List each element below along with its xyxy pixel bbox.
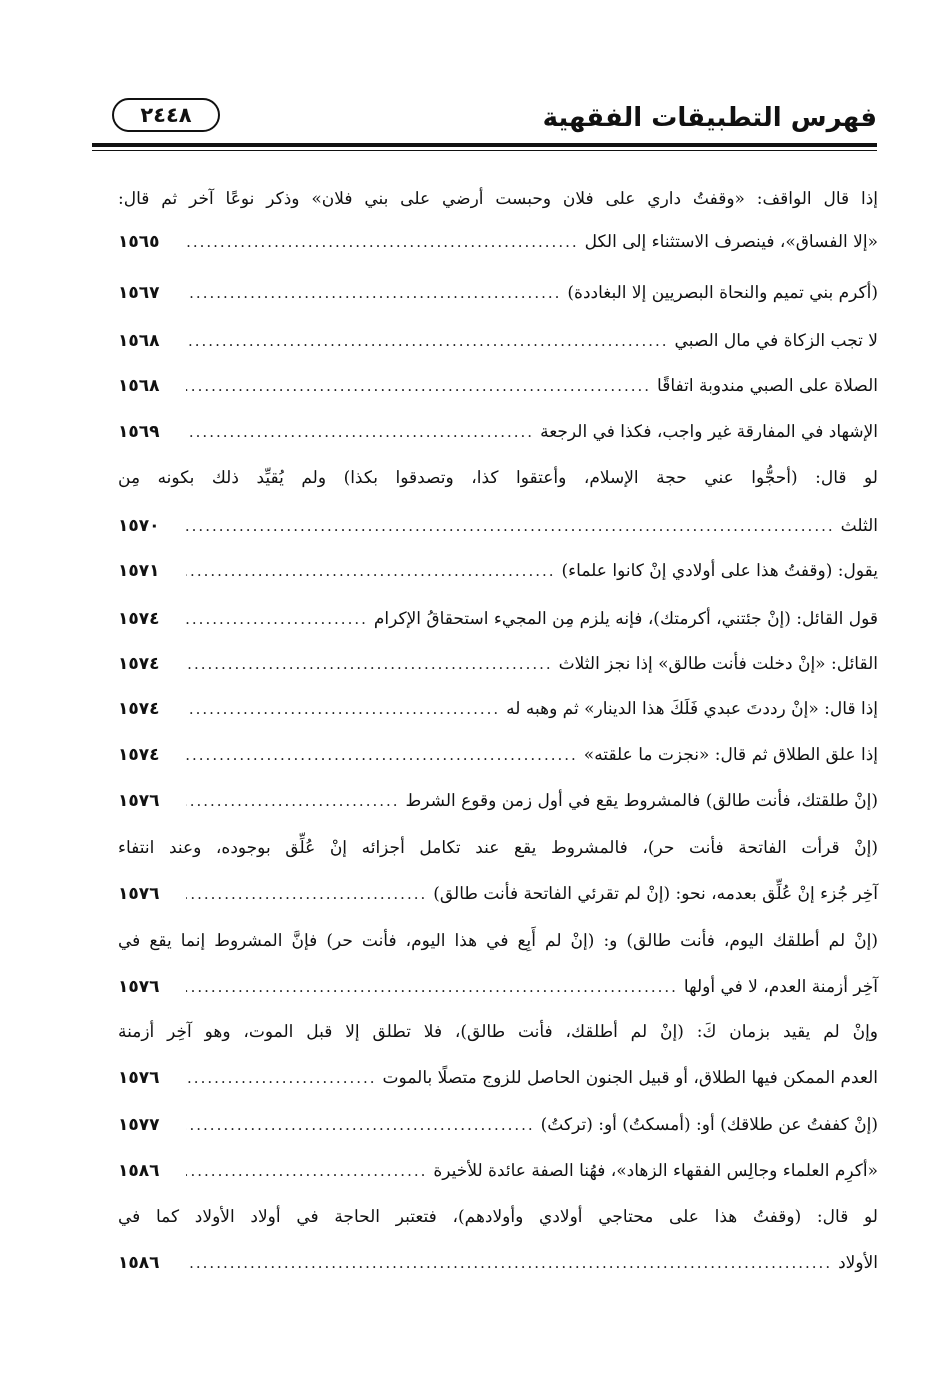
index-entry <box>118 272 878 314</box>
header-rule-thick <box>92 143 877 147</box>
entry-text: وإنْ لم يقيد بزمان كَ: (إنْ لم أطلقك، فأنت طالق)، فلا تطلق إلا قبل الموت، وهو آخِر أزمنة <box>118 1022 878 1042</box>
leader-dots <box>186 365 651 407</box>
index-entry <box>118 550 878 592</box>
leader-dots <box>186 272 561 314</box>
leader-dots <box>186 1057 377 1099</box>
entry-text: (أكرم بني تميم والنحاة البصريين إلا البغاددة) <box>567 283 878 303</box>
leader-dots <box>186 1150 427 1192</box>
entry-page-number: ١٥٨٦ <box>118 1253 160 1273</box>
entry-page-number: ١٥٨٦ <box>118 1161 160 1181</box>
leader-dots <box>186 966 678 1008</box>
index-title: فهرس التطبيقات الفقهية <box>542 103 877 133</box>
entry-page-number: ١٥٧٧ <box>118 1115 160 1135</box>
index-entry <box>118 643 878 685</box>
index-entry <box>118 1196 878 1238</box>
index-entry <box>118 598 878 640</box>
leader-dots <box>186 221 579 263</box>
leader-dots <box>186 550 556 592</box>
leader-dots <box>186 320 669 362</box>
leader-dots <box>186 780 400 822</box>
entry-text: الثلث <box>840 516 878 536</box>
entry-text: الصلاة على الصبي مندوبة اتفاقًا <box>657 376 878 396</box>
entry-text: «إلا الفساق»، فينصرف الاستثناء إلى الكل <box>584 232 878 252</box>
index-entry <box>118 320 878 362</box>
entry-text: (إنْ كففتُ عن طلاقك) أو: (أمسكتُ) أو: (تركتُ) <box>540 1115 878 1135</box>
leader-dots <box>186 1242 832 1284</box>
entry-page-number: ١٥٦٥ <box>118 232 160 252</box>
entry-text: يقول: (وقفتُ هذا على أولادي إنْ كانوا علماء) <box>561 561 878 581</box>
entry-text: (إنْ لم أطلقك اليوم، فأنت طالق) و: (إنْ لم أَبِع في هذا اليوم، فأنت حر) فإنَّ المشروط إنما يقع في <box>118 931 878 951</box>
index-entry <box>118 178 878 220</box>
leader-dots <box>186 688 500 730</box>
index-entry <box>118 873 878 915</box>
entry-text: الأولاد <box>838 1253 878 1273</box>
entry-page-number: ١٥٧٤ <box>118 654 160 674</box>
index-entry <box>118 1104 878 1146</box>
index-entry <box>118 1011 878 1053</box>
entry-text: القائل: «إنْ دخلت فأنت طالق» إذا نجز الثلاث <box>558 654 878 674</box>
leader-dots <box>186 411 534 453</box>
entry-text: آخِر أزمنة العدم، لا في أولها <box>683 977 878 997</box>
entry-page-number: ١٥٧١ <box>118 561 160 581</box>
leader-dots <box>186 643 553 685</box>
index-entry <box>118 221 878 263</box>
entry-page-number: ١٥٦٨ <box>118 331 160 351</box>
index-entry <box>118 780 878 822</box>
entry-text: إذا علق الطلاق ثم قال: «نجزت ما علقته» <box>583 745 878 765</box>
entry-page-number: ١٥٦٨ <box>118 376 160 396</box>
entry-page-number: ١٥٧٦ <box>118 977 160 997</box>
index-entry <box>118 1057 878 1099</box>
entry-page-number: ١٥٧٠ <box>118 516 160 536</box>
entry-page-number: ١٥٧٤ <box>118 609 160 629</box>
entry-page-number: ١٥٧٦ <box>118 791 160 811</box>
index-entry <box>118 411 878 453</box>
entry-text: لو قال: (أحجُّوا عني حجة الإسلام، وأعتقوا كذا، وتصدقوا بكذا) ولم يُقيِّد ذلك بكونه مِن <box>118 468 878 488</box>
index-entry <box>118 688 878 730</box>
index-entry <box>118 1150 878 1192</box>
index-entry <box>118 1242 878 1284</box>
index-entry <box>118 457 878 499</box>
entry-page-number: ١٥٧٤ <box>118 745 160 765</box>
entry-text: إذا قال الواقف: «وقفتُ داري على فلان وحبست أرضي على بني فلان» وذكر نوعًا آخر ثم قال: <box>118 189 878 209</box>
entry-text: قول القائل: (إنْ جئتني، أكرمتك)، فإنه يلزم مِن المجيء استحقاقُ الإكرام <box>373 609 878 629</box>
entry-text: آخِر جُزء إنْ عُلِّق بعدمه، نحو: (إنْ لم تقرئي الفاتحة فأنت طالق) <box>433 884 878 904</box>
index-entry <box>118 827 878 869</box>
index-entry <box>118 365 878 407</box>
entry-text: العدم الممكن فيها الطلاق، أو قبيل الجنون الحاصل للزوج متصلًا بالموت <box>382 1068 878 1088</box>
entry-text: لو قال: (وقفتُ هذا على محتاجي أولادي وأولادهم)، فتعتبر الحاجة في أولاد الأولاد كما في <box>118 1207 878 1227</box>
leader-dots <box>186 598 368 640</box>
header-rule-thin <box>92 150 877 151</box>
leader-dots <box>186 1104 535 1146</box>
entry-text: (إنْ قرأت الفاتحة فأنت حر)، فالمشروط يقع عند تكامل أجزائه إنْ عُلِّق بوجوده، وعند انتفاء <box>118 838 878 858</box>
entry-page-number: ١٥٧٦ <box>118 1068 160 1088</box>
entry-text: (إنْ طلقتك، فأنت طالق) فالمشروط يقع في أول زمن وقوع الشرط <box>405 791 878 811</box>
entry-text: إذا قال: «إنْ رددتَ عبدي فَلَكَ هذا الدينار» ثم وهبه له <box>506 699 878 719</box>
leader-dots <box>186 505 835 547</box>
entry-page-number: ١٥٦٩ <box>118 422 160 442</box>
leader-dots <box>186 734 578 776</box>
index-entry <box>118 966 878 1008</box>
index-entry <box>118 920 878 962</box>
entry-page-number: ١٥٧٦ <box>118 884 160 904</box>
page-header <box>92 92 877 142</box>
index-entry <box>118 505 878 547</box>
entry-text: الإشهاد في المفارقة غير واجب، فكذا في الرجعة <box>540 422 878 442</box>
index-entry <box>118 734 878 776</box>
page-number-badge: ٢٤٤٨ <box>112 98 220 132</box>
entry-text: «أكرِم العلماء وجالِس الفقهاء الزهاد»، فهُنا الصفة عائدة للأخيرة <box>433 1161 878 1181</box>
entry-page-number: ١٥٦٧ <box>118 283 160 303</box>
leader-dots <box>186 873 427 915</box>
entry-page-number: ١٥٧٤ <box>118 699 160 719</box>
entry-text: لا تجب الزكاة في مال الصبي <box>674 331 878 351</box>
